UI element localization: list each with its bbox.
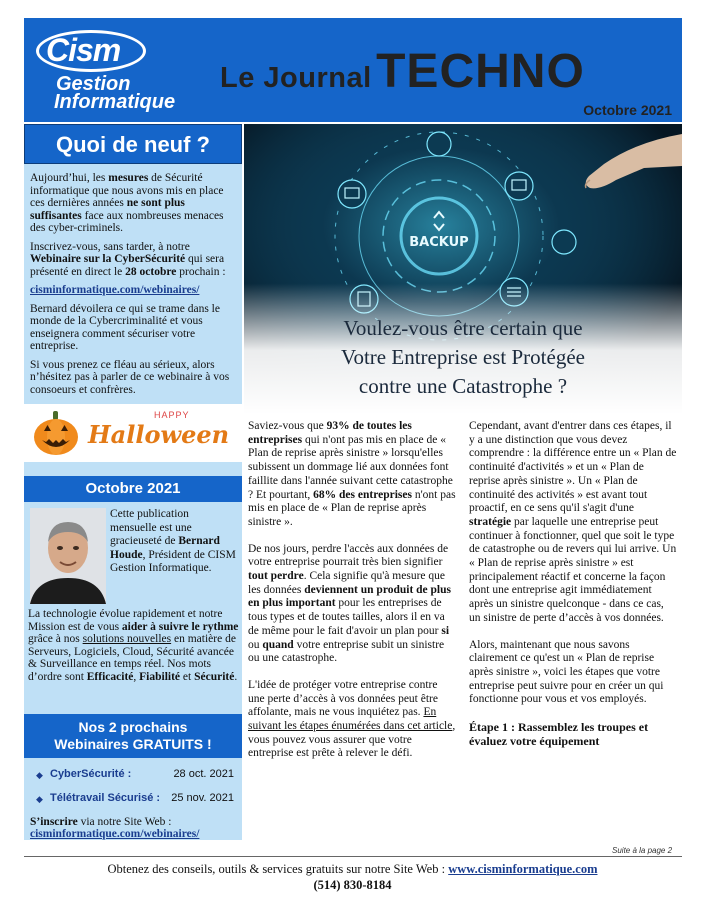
- article-paragraph: [248, 420, 456, 530]
- news-link-paragraph: [30, 284, 238, 297]
- text-bold: quand: [262, 638, 294, 651]
- text: .: [234, 670, 238, 683]
- text-bold: Webinaire sur la CyberSécurité: [30, 253, 186, 265]
- text: Aujourd’hui, les: [30, 172, 109, 184]
- text-bold: tout perdre: [248, 570, 304, 583]
- diamond-bullet-icon: ◆: [36, 794, 43, 804]
- text-bold: deviennent un produit de plus en plus important: [248, 583, 452, 610]
- headline-line3: contre une Catastrophe ?: [358, 374, 568, 398]
- news-body: [30, 172, 238, 402]
- text-underline: En suivant les étapes énumérées dans cet article: [248, 706, 453, 733]
- logo-line1: Gestion: [56, 73, 131, 95]
- footer-divider: [24, 856, 682, 857]
- text: , vous pouvez vous assurer que votre entreprise est prête à relever le défi.: [248, 720, 456, 760]
- text: grâce à nos: [28, 633, 83, 645]
- text: qui n'ont pas mis en place de « Plan de reprise après sinistre » lorsqu'elles subissent un dommage lié aux données font faillite dans l'année suivant cette catastrophe ? Et pourtant,: [248, 433, 453, 501]
- person-icon: [30, 508, 106, 604]
- text: en matière de Serveurs, Logiciels, Cloud, Sécurité avancée & Surveillance en temps réel. Nos mots d’ordre sont: [28, 633, 236, 683]
- journal-title-part1: Le Journal: [220, 62, 372, 94]
- text: La technologie évolue rapidement et notre Mission est de vous: [28, 608, 223, 633]
- text: de Sécurité informatique que nous avons mis en place ces dernières années: [30, 172, 224, 209]
- article-column-1: [248, 420, 456, 774]
- text-bold: 93% de toutes les entreprises: [248, 420, 412, 446]
- article-paragraph: Alors, maintenant que nous savons clairement ce qu'est un « Plan de reprise après sinistre », voici les étapes que votre entreprise peut suivre pour en créer un qui fonctionne pour vous et vos employés.: [469, 638, 664, 706]
- news-paragraph-2: [30, 241, 238, 279]
- text-bold: si: [441, 624, 450, 637]
- mission-text: [28, 608, 240, 683]
- pumpkin-icon: [32, 410, 80, 456]
- webinar-date: 28 oct. 2021: [173, 768, 234, 780]
- text: Saviez-vous que: [248, 420, 327, 432]
- register-link[interactable]: cisminformatique.com/webinaires/: [30, 828, 200, 840]
- text: votre entreprise subit un sinistre ou une catastrophe.: [248, 638, 445, 665]
- footer-promo: [0, 862, 705, 877]
- webinar-name: Télétravail Sécurisé :: [50, 792, 161, 804]
- text: qui sera présenté en direct le: [30, 253, 225, 278]
- webinar-item[interactable]: [34, 792, 238, 816]
- webinar-list: [34, 768, 238, 816]
- publication-note: [110, 508, 238, 576]
- footer-phone: (514) 830-8184: [313, 878, 392, 892]
- masthead: [24, 18, 682, 122]
- president-portrait: [30, 508, 106, 604]
- webinars-heading-line2: Webinaires GRATUITS !: [54, 736, 212, 752]
- webinar-date: 25 nov. 2021: [171, 792, 234, 804]
- halloween-banner: [24, 404, 242, 462]
- text-bold: mesures: [108, 172, 149, 184]
- webinar-link[interactable]: cisminformatique.com/webinaires/: [30, 284, 200, 296]
- webinar-name: CyberSécurité :: [50, 768, 132, 780]
- text: Inscrivez-vous, sans tarder, à notre: [30, 240, 190, 253]
- halloween-small: HAPPY: [154, 410, 190, 420]
- news-heading: Quoi de neuf ?: [56, 132, 210, 157]
- logo-name: Cism: [46, 32, 121, 68]
- month-heading-box: [24, 476, 242, 502]
- text-bold: Bernard Houde: [110, 535, 220, 561]
- text: , Président de CISM Gestion Informatique.: [110, 548, 236, 574]
- text-bold: 28 octobre: [125, 265, 177, 278]
- text-bold: aider à suivre le rythme: [121, 620, 239, 633]
- text-bold: ne sont plus suffisantes: [30, 197, 185, 222]
- text-underline: solutions nouvelles: [82, 633, 172, 645]
- webinars-heading-box: [24, 714, 242, 758]
- text-bold: stratégie: [469, 515, 512, 528]
- continued-note: Suite à la page 2: [612, 846, 673, 855]
- text: De nos jours, perdre l'accès aux données de votre entreprise pourrait très bien signifier: [248, 542, 449, 569]
- news-paragraph-3: Bernard dévoilera ce qui se trame dans le monde de la Cybercriminalité et vous enseignera comment sécuriser votre entreprise.: [30, 302, 220, 352]
- text: via notre Site Web :: [77, 816, 172, 828]
- text-bold: Fiabilité: [139, 670, 181, 683]
- text: L'idée de protéger votre entreprise contre une perte d’accès à vos données peut être affolante, mais ne vous inquiétez pas.: [248, 678, 438, 719]
- text: ,: [133, 670, 140, 683]
- article-paragraph: [248, 543, 456, 666]
- footer-text: Obtenez des conseils, outils & services gratuits sur notre Site Web :: [107, 862, 449, 876]
- month-heading: Octobre 2021: [85, 480, 181, 497]
- text: face aux nombreuses menaces des cyber-criminels.: [30, 209, 224, 234]
- step-1-heading: Étape 1 : Rassemblez les troupes et évaluez votre équipement: [469, 720, 649, 749]
- text: pour les entreprises de tous types et de toutes tailles, alors il en va de même pour le fait d'avoir un plan pour: [248, 597, 445, 637]
- text: n'ont pas mis en place de « Plan de reprise après sinistre ».: [248, 488, 456, 528]
- article-paragraph: [248, 679, 456, 761]
- text-bold: Efficacité: [86, 670, 134, 683]
- text: prochain :: [176, 265, 226, 278]
- text: ou: [248, 638, 263, 651]
- webinars-heading-line1: Nos 2 prochains: [78, 719, 188, 735]
- article-headline: [250, 314, 676, 401]
- text: . Cela signifie qu'à mesure que les données: [248, 570, 445, 596]
- text-bold: Sécurité: [194, 670, 235, 683]
- logo-line2: Informatique: [54, 91, 176, 113]
- webinar-item[interactable]: [34, 768, 238, 792]
- journal-title-part2: TECHNO: [376, 45, 585, 98]
- text: Cette publication mensuelle est une gracieuseté de: [110, 508, 192, 547]
- article-paragraph: [469, 420, 677, 626]
- text: Cependant, avant d'entrer dans ces étapes, il y a une distinction que vous devez comprendre : la différence entre un « Plan de continuité d'activités » et un « Plan de reprise après sinistre ». Un « Plan de continuité des activités » est avant tout proactif, en ce sens qu'il s'agit d'une: [469, 420, 677, 515]
- text-bold: 68% des entreprises: [313, 488, 412, 501]
- text: et: [180, 670, 195, 683]
- sidebar: [24, 124, 242, 840]
- news-paragraph-1: [30, 172, 238, 235]
- footer-website-link[interactable]: www.cisminformatique.com: [448, 862, 598, 876]
- article-column-2: [469, 420, 677, 761]
- register-line: [30, 816, 240, 840]
- journal-title: [220, 44, 680, 99]
- news-heading-box: [24, 124, 242, 164]
- diamond-bullet-icon: ◆: [36, 770, 43, 780]
- headline-line2: Votre Entreprise est Protégée: [341, 345, 585, 369]
- text: par laquelle une entreprise peut continuer à fonctionner, quel que soit le type de catastrophe ou de revers qui lui arrive. Un « Plan de reprise après sinistre » est principalement réactif et concerne la façon dont une entreprise agit immédiatement après un sinistre quelconque - dans ce cas, un sinistre de perte d’accès à vos données.: [469, 515, 677, 624]
- issue-date: Octobre 2021: [583, 102, 672, 118]
- text-bold: S’inscrire: [30, 816, 78, 828]
- headline-line1: Voulez-vous être certain que: [343, 316, 583, 340]
- cism-logo: [36, 30, 221, 112]
- halloween-big: Halloween: [88, 420, 230, 449]
- news-paragraph-4: Si vous prenez ce fléau au sérieux, alors n’hésitez pas à parler de ce webinaire à vos consoeurs et confrères.: [30, 358, 230, 396]
